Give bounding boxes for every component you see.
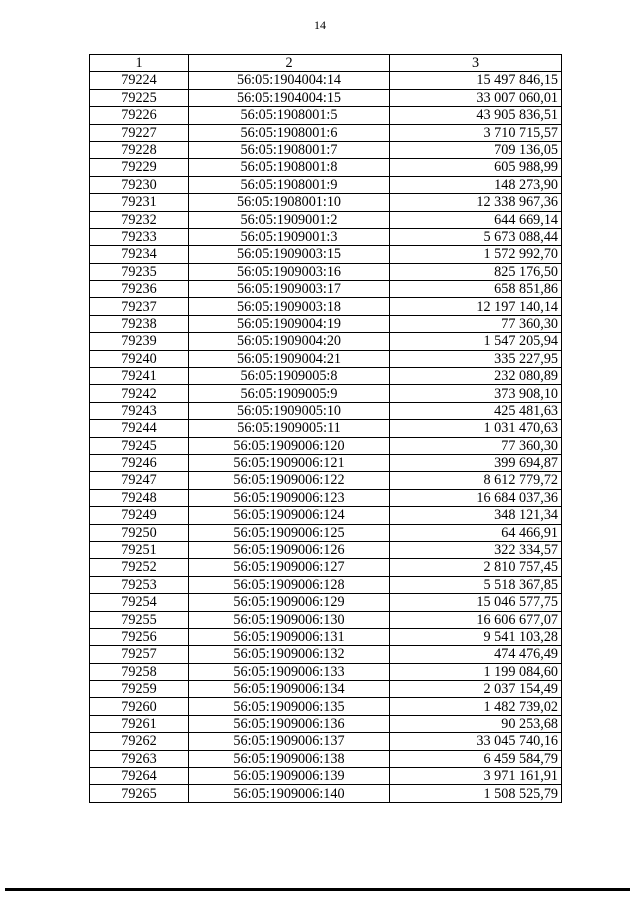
value-cell: 5 673 088,44 xyxy=(390,228,562,245)
cadastral-number-cell: 56:05:1909003:15 xyxy=(189,246,390,263)
cadastral-number-cell: 56:05:1909006:128 xyxy=(189,576,390,593)
row-number-cell: 79240 xyxy=(90,350,189,367)
value-cell: 12 197 140,14 xyxy=(390,298,562,315)
cadastral-number-cell: 56:05:1909006:122 xyxy=(189,472,390,489)
value-cell: 6 459 584,79 xyxy=(390,750,562,767)
table-row xyxy=(90,263,562,280)
value-cell: 9 541 103,28 xyxy=(390,628,562,645)
cadastral-number-cell: 56:05:1909003:17 xyxy=(189,281,390,298)
value-cell: 1 482 739,02 xyxy=(390,698,562,715)
value-cell: 605 988,99 xyxy=(390,159,562,176)
value-cell: 8 612 779,72 xyxy=(390,472,562,489)
cadastral-number-cell: 56:05:1909006:126 xyxy=(189,541,390,558)
row-number-cell: 79241 xyxy=(90,368,189,385)
table-row xyxy=(90,750,562,767)
table-row xyxy=(90,628,562,645)
row-number-cell: 79258 xyxy=(90,663,189,680)
cadastral-number-cell: 56:05:1908001:8 xyxy=(189,159,390,176)
cadastral-number-cell: 56:05:1904004:14 xyxy=(189,72,390,89)
row-number-cell: 79256 xyxy=(90,628,189,645)
cadastral-number-cell: 56:05:1909006:135 xyxy=(189,698,390,715)
cadastral-number-cell: 56:05:1908001:9 xyxy=(189,176,390,193)
value-cell: 709 136,05 xyxy=(390,141,562,158)
cadastral-number-cell: 56:05:1909006:120 xyxy=(189,437,390,454)
row-number-cell: 79257 xyxy=(90,646,189,663)
table-row xyxy=(90,785,562,802)
value-cell: 77 360,30 xyxy=(390,315,562,332)
value-cell: 2 037 154,49 xyxy=(390,681,562,698)
table-row xyxy=(90,524,562,541)
row-number-cell: 79246 xyxy=(90,454,189,471)
value-cell: 232 080,89 xyxy=(390,368,562,385)
table-row xyxy=(90,211,562,228)
cadastral-number-cell: 56:05:1909005:8 xyxy=(189,368,390,385)
table-row xyxy=(90,454,562,471)
cadastral-number-cell: 56:05:1909006:134 xyxy=(189,681,390,698)
table-row xyxy=(90,298,562,315)
value-cell: 1 199 084,60 xyxy=(390,663,562,680)
table-row xyxy=(90,124,562,141)
table-row xyxy=(90,176,562,193)
table-row xyxy=(90,611,562,628)
table-row xyxy=(90,541,562,558)
row-number-cell: 79244 xyxy=(90,420,189,437)
table-body xyxy=(90,72,562,802)
row-number-cell: 79248 xyxy=(90,489,189,506)
cadastral-number-cell: 56:05:1908001:5 xyxy=(189,107,390,124)
table-row xyxy=(90,681,562,698)
cadastral-number-cell: 56:05:1909006:138 xyxy=(189,750,390,767)
row-number-cell: 79229 xyxy=(90,159,189,176)
value-cell: 16 606 677,07 xyxy=(390,611,562,628)
value-cell: 15 046 577,75 xyxy=(390,594,562,611)
registry-table xyxy=(89,54,562,803)
row-number-cell: 79230 xyxy=(90,176,189,193)
row-number-cell: 79239 xyxy=(90,333,189,350)
value-cell: 33 007 060,01 xyxy=(390,89,562,106)
value-cell: 399 694,87 xyxy=(390,454,562,471)
table-row xyxy=(90,507,562,524)
value-cell: 335 227,95 xyxy=(390,350,562,367)
table-row xyxy=(90,159,562,176)
table-row xyxy=(90,715,562,732)
row-number-cell: 79234 xyxy=(90,246,189,263)
table-row xyxy=(90,420,562,437)
cadastral-number-cell: 56:05:1909006:139 xyxy=(189,768,390,785)
table-row xyxy=(90,246,562,263)
row-number-cell: 79265 xyxy=(90,785,189,802)
row-number-cell: 79253 xyxy=(90,576,189,593)
row-number-cell: 79264 xyxy=(90,768,189,785)
table-row xyxy=(90,437,562,454)
row-number-cell: 79233 xyxy=(90,228,189,245)
cadastral-number-cell: 56:05:1908001:7 xyxy=(189,141,390,158)
cadastral-number-cell: 56:05:1909004:19 xyxy=(189,315,390,332)
cadastral-number-cell: 56:05:1909003:16 xyxy=(189,263,390,280)
value-cell: 474 476,49 xyxy=(390,646,562,663)
table-row xyxy=(90,733,562,750)
value-cell: 12 338 967,36 xyxy=(390,194,562,211)
table-row xyxy=(90,472,562,489)
table-row xyxy=(90,385,562,402)
footer-rule xyxy=(5,888,630,891)
row-number-cell: 79250 xyxy=(90,524,189,541)
row-number-cell: 79249 xyxy=(90,507,189,524)
row-number-cell: 79224 xyxy=(90,72,189,89)
row-number-cell: 79237 xyxy=(90,298,189,315)
row-number-cell: 79252 xyxy=(90,559,189,576)
cadastral-number-cell: 56:05:1909005:9 xyxy=(189,385,390,402)
cadastral-number-cell: 56:05:1908001:6 xyxy=(189,124,390,141)
cadastral-number-cell: 56:05:1909006:123 xyxy=(189,489,390,506)
table-row xyxy=(90,646,562,663)
value-cell: 1 508 525,79 xyxy=(390,785,562,802)
table-row xyxy=(90,333,562,350)
cadastral-number-cell: 56:05:1909006:140 xyxy=(189,785,390,802)
row-number-cell: 79242 xyxy=(90,385,189,402)
table-row xyxy=(90,663,562,680)
row-number-cell: 79260 xyxy=(90,698,189,715)
value-cell: 90 253,68 xyxy=(390,715,562,732)
row-number-cell: 79251 xyxy=(90,541,189,558)
row-number-cell: 79232 xyxy=(90,211,189,228)
cadastral-number-cell: 56:05:1909005:10 xyxy=(189,402,390,419)
cadastral-number-cell: 56:05:1909006:125 xyxy=(189,524,390,541)
table-row xyxy=(90,281,562,298)
cadastral-number-cell: 56:05:1909006:133 xyxy=(189,663,390,680)
row-number-cell: 79236 xyxy=(90,281,189,298)
cadastral-number-cell: 56:05:1909006:130 xyxy=(189,611,390,628)
cadastral-number-cell: 56:05:1909006:124 xyxy=(189,507,390,524)
table-row xyxy=(90,594,562,611)
row-number-cell: 79226 xyxy=(90,107,189,124)
table-row xyxy=(90,228,562,245)
row-number-cell: 79228 xyxy=(90,141,189,158)
table-row xyxy=(90,402,562,419)
table-row xyxy=(90,350,562,367)
column-header-number: 1 xyxy=(90,55,189,72)
value-cell: 15 497 846,15 xyxy=(390,72,562,89)
cadastral-number-cell: 56:05:1909006:127 xyxy=(189,559,390,576)
value-cell: 425 481,63 xyxy=(390,402,562,419)
cadastral-number-cell: 56:05:1909006:129 xyxy=(189,594,390,611)
cadastral-number-cell: 56:05:1909006:131 xyxy=(189,628,390,645)
value-cell: 1 031 470,63 xyxy=(390,420,562,437)
value-cell: 348 121,34 xyxy=(390,507,562,524)
value-cell: 33 045 740,16 xyxy=(390,733,562,750)
row-number-cell: 79259 xyxy=(90,681,189,698)
column-header-value: 3 xyxy=(390,55,562,72)
cadastral-number-cell: 56:05:1909001:3 xyxy=(189,228,390,245)
cadastral-number-cell: 56:05:1909003:18 xyxy=(189,298,390,315)
cadastral-number-cell: 56:05:1909001:2 xyxy=(189,211,390,228)
value-cell: 658 851,86 xyxy=(390,281,562,298)
value-cell: 148 273,90 xyxy=(390,176,562,193)
cadastral-number-cell: 56:05:1909006:136 xyxy=(189,715,390,732)
value-cell: 3 971 161,91 xyxy=(390,768,562,785)
row-number-cell: 79263 xyxy=(90,750,189,767)
value-cell: 1 572 992,70 xyxy=(390,246,562,263)
row-number-cell: 79247 xyxy=(90,472,189,489)
cadastral-number-cell: 56:05:1908001:10 xyxy=(189,194,390,211)
table-row xyxy=(90,768,562,785)
table-row xyxy=(90,576,562,593)
value-cell: 322 334,57 xyxy=(390,541,562,558)
table-row xyxy=(90,489,562,506)
table-row xyxy=(90,194,562,211)
row-number-cell: 79235 xyxy=(90,263,189,280)
page-number: 14 xyxy=(314,18,326,32)
table-row xyxy=(90,107,562,124)
row-number-cell: 79231 xyxy=(90,194,189,211)
value-cell: 5 518 367,85 xyxy=(390,576,562,593)
table-row xyxy=(90,559,562,576)
row-number-cell: 79261 xyxy=(90,715,189,732)
value-cell: 43 905 836,51 xyxy=(390,107,562,124)
table-row xyxy=(90,89,562,106)
row-number-cell: 79255 xyxy=(90,611,189,628)
row-number-cell: 79254 xyxy=(90,594,189,611)
value-cell: 373 908,10 xyxy=(390,385,562,402)
row-number-cell: 79227 xyxy=(90,124,189,141)
value-cell: 825 176,50 xyxy=(390,263,562,280)
row-number-cell: 79225 xyxy=(90,89,189,106)
value-cell: 77 360,30 xyxy=(390,437,562,454)
value-cell: 64 466,91 xyxy=(390,524,562,541)
cadastral-number-cell: 56:05:1909006:137 xyxy=(189,733,390,750)
value-cell: 3 710 715,57 xyxy=(390,124,562,141)
value-cell: 2 810 757,45 xyxy=(390,559,562,576)
table-row xyxy=(90,141,562,158)
table-row xyxy=(90,315,562,332)
value-cell: 644 669,14 xyxy=(390,211,562,228)
table-header-row xyxy=(90,55,562,72)
cadastral-number-cell: 56:05:1904004:15 xyxy=(189,89,390,106)
row-number-cell: 79245 xyxy=(90,437,189,454)
table-row xyxy=(90,368,562,385)
cadastral-number-cell: 56:05:1909005:11 xyxy=(189,420,390,437)
row-number-cell: 79243 xyxy=(90,402,189,419)
table-row xyxy=(90,698,562,715)
row-number-cell: 79262 xyxy=(90,733,189,750)
cadastral-number-cell: 56:05:1909004:21 xyxy=(189,350,390,367)
row-number-cell: 79238 xyxy=(90,315,189,332)
cadastral-number-cell: 56:05:1909006:121 xyxy=(189,454,390,471)
column-header-cadastral: 2 xyxy=(189,55,390,72)
cadastral-number-cell: 56:05:1909004:20 xyxy=(189,333,390,350)
table-row xyxy=(90,72,562,89)
value-cell: 16 684 037,36 xyxy=(390,489,562,506)
cadastral-number-cell: 56:05:1909006:132 xyxy=(189,646,390,663)
value-cell: 1 547 205,94 xyxy=(390,333,562,350)
